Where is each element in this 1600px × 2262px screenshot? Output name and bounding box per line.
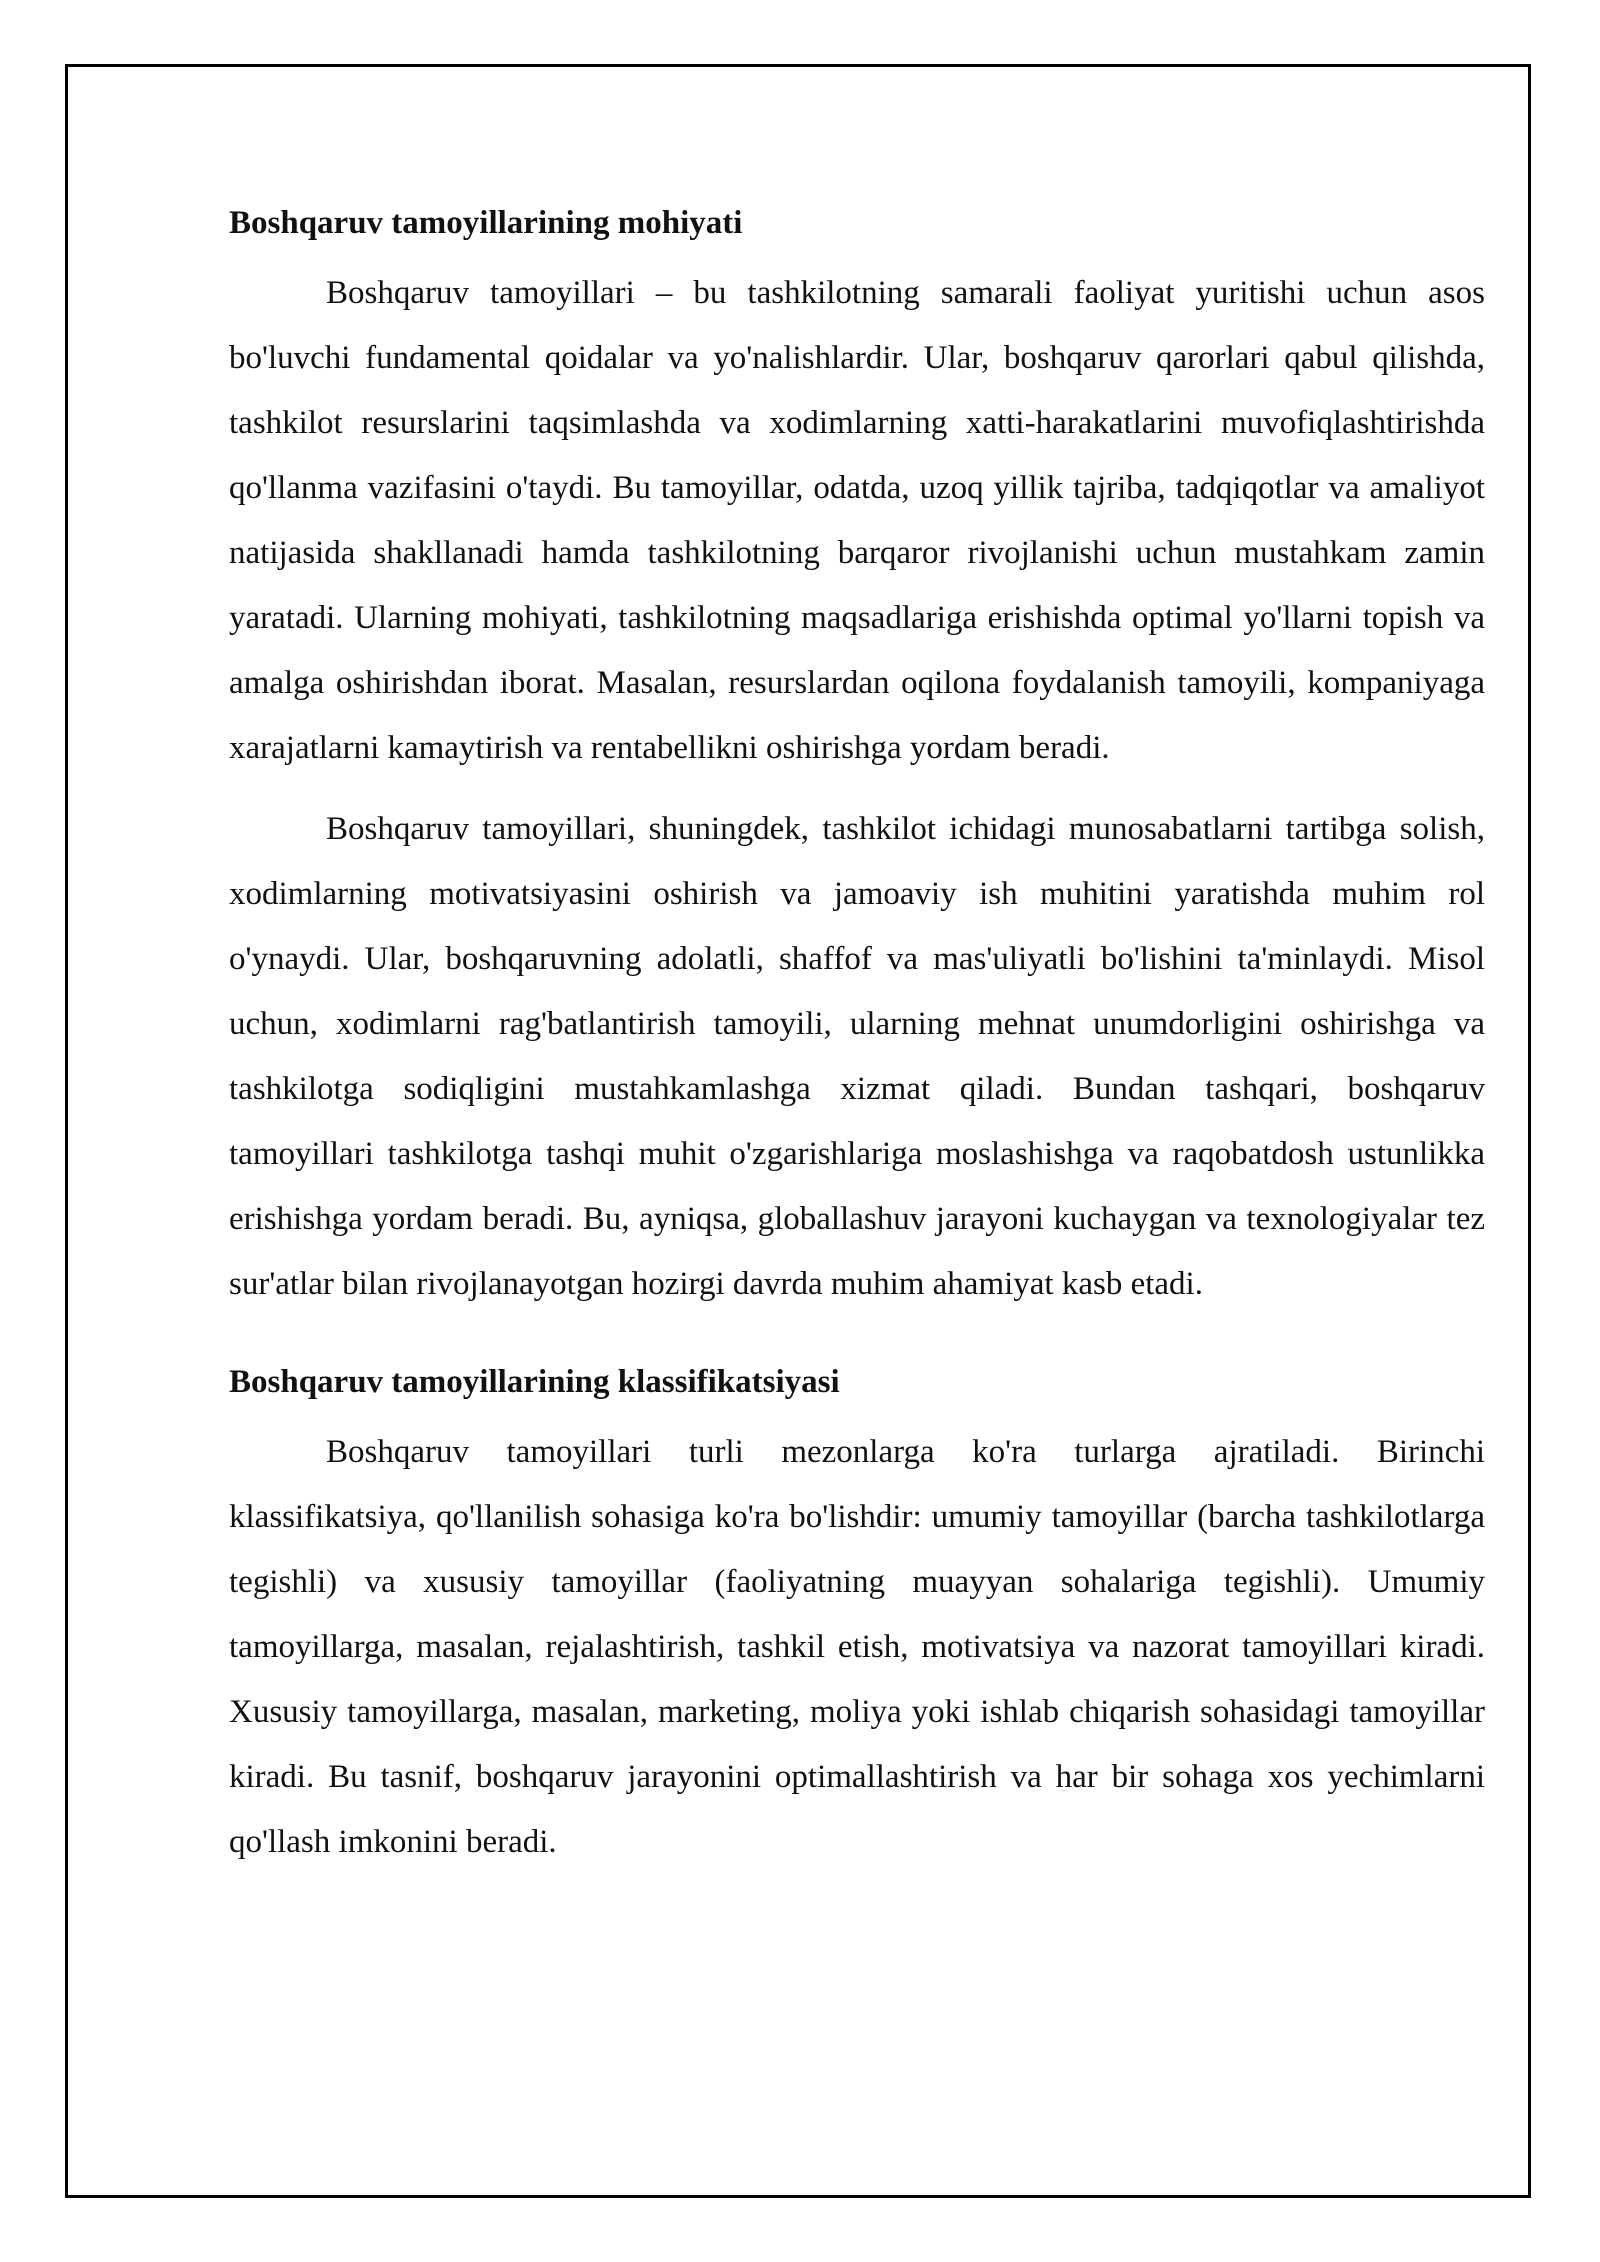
section-heading-classification: Boshqaruv tamoyillarining klassifikatsiyasi: [229, 1364, 840, 1400]
paragraph-essence-2: Boshqaruv tamoyillari, shuningdek, tashkilot ichidagi munosabatlarni tartibga solish, xodimlarning motivatsiyasini oshirish va jamoaviy ish muhitini yaratishda muhim rol o'ynaydi. Ular, boshqaruvning adolatli, shaffof va mas'uliyatli bo'lishini ta'minlaydi. Misol uchun, xodimlarni rag'batlantirish tamoyili, ularning mehnat unumdorligini oshirishga va tashkilotga sodiqligini mustahkamlashga xizmat qiladi. Bundan tashqari, boshqaruv tamoyillari tashkilotga tashqi muhit o'zgarishlariga moslashishga va raqobatdosh ustunlikka erishishga yordam beradi. Bu, ayniqsa, globallashuv jarayoni kuchaygan va texnologiyalar tez sur'atlar bilan rivojlanayotgan hozirgi davrda muhim ahamiyat kasb etadi.: [229, 811, 1485, 1302]
document-body: [229, 196, 1485, 1875]
paragraph-classification-1: Boshqaruv tamoyillari turli mezonlarga ko'ra turlarga ajratiladi. Birinchi klassifikatsiya, qo'llanilish sohasiga ko'ra bo'lishdir: umumiy tamoyillar (barcha tashkilotlarga tegishli) va xususiy tamoyillar (faoliyatning muayyan sohalariga tegishli). Umumiy tamoyillarga, masalan, rejalashtirish, tashkil etish, motivatsiya va nazorat tamoyillari kiradi. Xususiy tamoyillarga, masalan, marketing, moliya yoki ishlab chiqarish sohasidagi tamoyillar kiradi. Bu tasnif, boshqaruv jarayonini optimallashtirish va har bir sohaga xos yechimlarni qo'llash imkonini beradi.: [229, 1434, 1485, 1860]
paragraph-essence-1: Boshqaruv tamoyillari – bu tashkilotning samarali faoliyat yuritishi uchun asos bo'luvchi fundamental qoidalar va yo'nalishlardir. Ular, boshqaruv qarorlari qabul qilishda, tashkilot resurslarini taqsimlashda va xodimlarning xatti-harakatlarini muvofiqlashtirishda qo'llanma vazifasini o'taydi. Bu tamoyillar, odatda, uzoq yillik tajriba, tadqiqotlar va amaliyot natijasida shakllanadi hamda tashkilotning barqaror rivojlanishi uchun mustahkam zamin yaratadi. Ularning mohiyati, tashkilotning maqsadlariga erishishda optimal yo'llarni topish va amalga oshirishdan iborat. Masalan, resurslardan oqilona foydalanish tamoyili, kompaniyaga xarajatlarni kamaytirish va rentabellikni oshirishga yordam beradi.: [229, 275, 1485, 766]
section-heading-essence: Boshqaruv tamoyillarining mohiyati: [229, 205, 743, 241]
